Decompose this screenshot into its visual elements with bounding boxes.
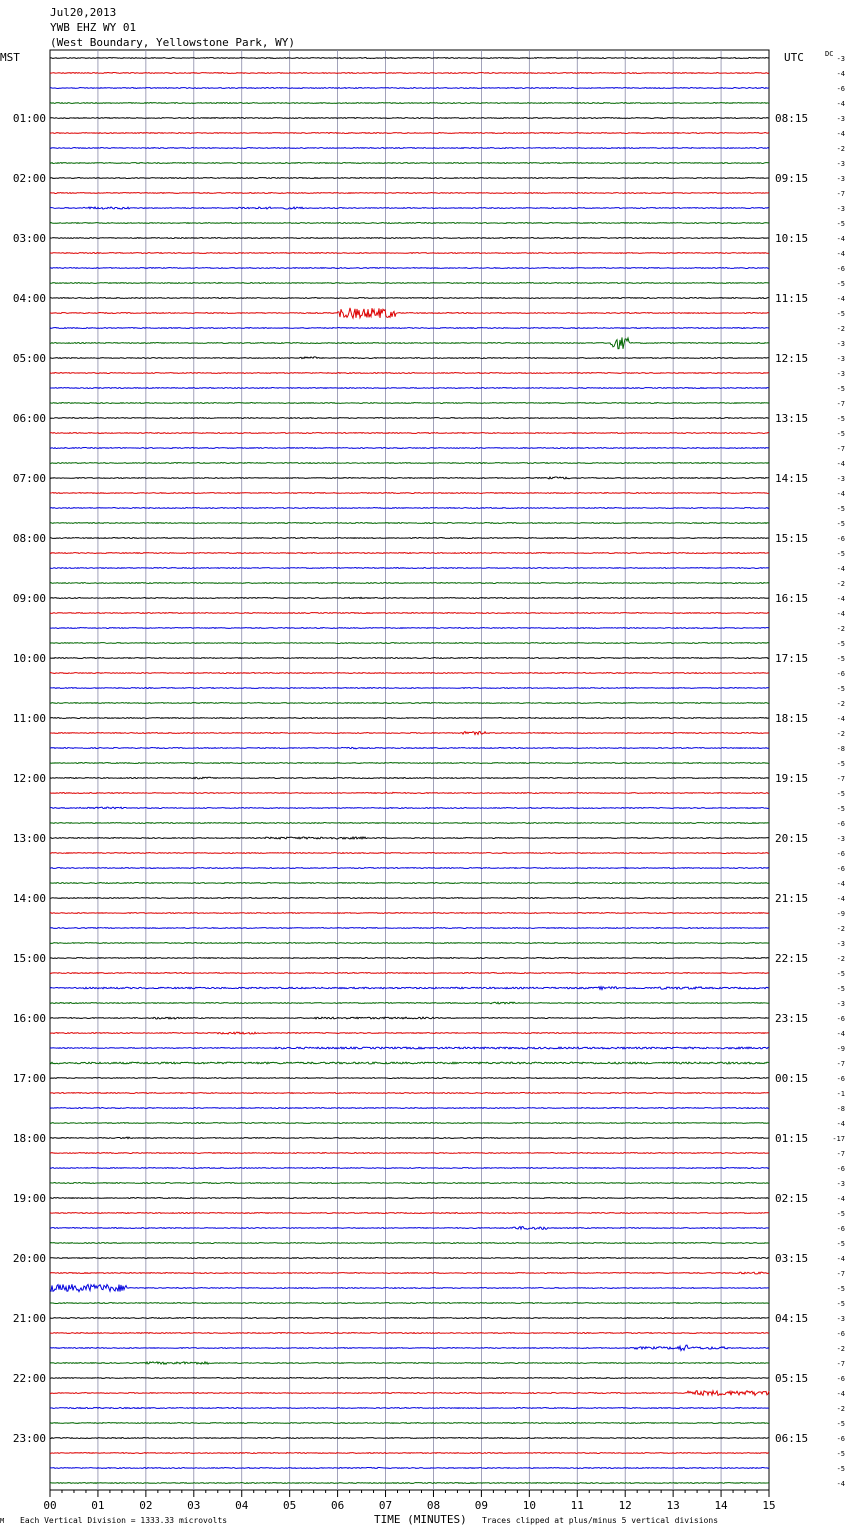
x-tick-label: 03: [187, 1499, 201, 1512]
dc-offset-label: -3: [836, 1315, 845, 1323]
x-tick-label: 00: [43, 1499, 57, 1512]
dc-offset-label: -4: [836, 1390, 845, 1398]
dc-offset-label: -5: [836, 385, 845, 393]
dc-offset-label: -4: [836, 490, 845, 498]
mst-hour-label: 23:00: [12, 1432, 46, 1445]
dc-offset-label: -8: [836, 745, 845, 753]
dc-offset-label: -3: [836, 55, 845, 63]
dc-offset-label: -3: [836, 370, 845, 378]
dc-offset-label: -4: [836, 295, 845, 303]
dc-offset-label: -2: [836, 325, 845, 333]
dc-offset-label: -4: [836, 1255, 845, 1263]
dc-offset-label: -1: [836, 1090, 845, 1098]
mst-hour-label: 20:00: [12, 1252, 46, 1265]
dc-offset-label: -4: [836, 880, 845, 888]
trace-24: [50, 418, 769, 419]
utc-hour-label: 04:15: [775, 1312, 809, 1325]
dc-offset-label: -4: [836, 235, 845, 243]
trace-74: [50, 1168, 769, 1169]
dc-offset-label: -6: [836, 1330, 845, 1338]
utc-hour-label: 06:15: [775, 1432, 809, 1445]
mst-hour-label: 19:00: [12, 1192, 46, 1205]
dc-offset-label: -6: [836, 1075, 845, 1083]
dc-offset-label: -3: [836, 205, 845, 213]
utc-hour-label: 15:15: [775, 532, 809, 545]
dc-offset-label: -5: [836, 655, 845, 663]
dc-offset-label: -7: [836, 775, 845, 783]
x-tick-label: 11: [570, 1499, 584, 1512]
mst-hour-label: 18:00: [12, 1132, 46, 1145]
dc-offset-label: -4: [836, 1195, 845, 1203]
dc-offset-label: -5: [836, 1285, 845, 1293]
dc-offset-label: -5: [836, 1465, 845, 1473]
dc-offset-label: -6: [836, 1165, 845, 1173]
dc-offset-label: -3: [836, 940, 845, 948]
dc-offset-label: -5: [836, 790, 845, 798]
dc-offset-label: -6: [836, 850, 845, 858]
dc-offset-label: -7: [836, 190, 845, 198]
dc-offset-label: -5: [836, 1420, 845, 1428]
dc-offset-label: -5: [836, 505, 845, 513]
mst-hour-label: 21:00: [12, 1312, 46, 1325]
dc-offset-label: -4: [836, 1030, 845, 1038]
dc-offset-label: -6: [836, 820, 845, 828]
dc-offset-label: -4: [836, 250, 845, 258]
dc-offset-label: -5: [836, 430, 845, 438]
mst-hour-label: 15:00: [12, 952, 46, 965]
dc-offset-label: -2: [836, 730, 845, 738]
dc-offset-label: -2: [836, 700, 845, 708]
dc-offset-label: -6: [836, 670, 845, 678]
x-axis-label: TIME (MINUTES): [374, 1513, 467, 1526]
utc-hour-label: 14:15: [775, 472, 809, 485]
dc-offset-label: -5: [836, 1210, 845, 1218]
footer-scale-note: Each Vertical Division = 1333.33 microvolts: [20, 1516, 228, 1525]
mst-hour-label: 05:00: [12, 352, 46, 365]
dc-offset-label: -3: [836, 1180, 845, 1188]
x-tick-label: 07: [378, 1499, 393, 1512]
utc-hour-label: 09:15: [775, 172, 809, 185]
trace-38: [50, 628, 769, 629]
dc-offset-label: -4: [836, 715, 845, 723]
trace-59: [50, 943, 769, 944]
dc-offset-label: -3: [836, 1000, 845, 1008]
utc-hour-label: 02:15: [775, 1192, 809, 1205]
trace-27: [50, 463, 769, 464]
right-axis-title: UTC: [784, 51, 804, 64]
dc-offset-label: -6: [836, 865, 845, 873]
mst-hour-label: 08:00: [12, 532, 46, 545]
dc-offset-label: -8: [836, 1105, 845, 1113]
utc-hour-label: 00:15: [775, 1072, 809, 1085]
x-tick-label: 13: [666, 1499, 680, 1512]
utc-hour-label: 19:15: [775, 772, 809, 785]
dc-offset-label: -7: [836, 1270, 845, 1278]
mst-hour-label: 10:00: [12, 652, 46, 665]
x-tick-label: 15: [762, 1499, 776, 1512]
dc-offset-label: -3: [836, 115, 845, 123]
dc-offset-label: -4: [836, 460, 845, 468]
dc-offset-label: -2: [836, 925, 845, 933]
dc-offset-label: -4: [836, 130, 845, 138]
dc-offset-label: -7: [836, 1150, 845, 1158]
dc-offset-label: -9: [836, 910, 845, 918]
dc-offset-label: -7: [836, 1360, 845, 1368]
utc-hour-label: 17:15: [775, 652, 809, 665]
dc-offset-label: -2: [836, 955, 845, 963]
dc-offset-label: -3: [836, 160, 845, 168]
dc-offset-label: -7: [836, 1060, 845, 1068]
dc-offset-label: -5: [836, 685, 845, 693]
utc-hour-label: 13:15: [775, 412, 809, 425]
dc-offset-label: -5: [836, 640, 845, 648]
dc-offset-label: -5: [836, 985, 845, 993]
dc-offset-label: -4: [836, 1120, 845, 1128]
dc-offset-label: -6: [836, 535, 845, 543]
dc-offset-label: -4: [836, 100, 845, 108]
x-tick-label: 05: [283, 1499, 297, 1512]
mst-hour-label: 22:00: [12, 1372, 46, 1385]
dc-offset-label: -9: [836, 1045, 845, 1053]
dc-offset-label: -6: [836, 265, 845, 273]
dc-offset-label: -5: [836, 220, 845, 228]
dc-offset-label: -5: [836, 970, 845, 978]
dc-offset-label: -4: [836, 1480, 845, 1488]
dc-offset-label: -6: [836, 1375, 845, 1383]
header-location: (West Boundary, Yellowstone Park, WY): [50, 36, 296, 49]
dc-offset-label: -6: [836, 1435, 845, 1443]
dc-offset-label: -7: [836, 445, 845, 453]
utc-hour-label: 18:15: [775, 712, 809, 725]
footer-corner-mark: M: [0, 1517, 5, 1525]
dc-offset-label: -5: [836, 550, 845, 558]
utc-hour-label: 16:15: [775, 592, 809, 605]
dc-offset-label: -3: [836, 175, 845, 183]
dc-offset-label: -3: [836, 835, 845, 843]
dc-offset-label: -4: [836, 70, 845, 78]
mst-hour-label: 16:00: [12, 1012, 46, 1025]
trace-30: [50, 508, 769, 509]
mst-hour-label: 11:00: [12, 712, 46, 725]
dc-offset-label: -2: [836, 1405, 845, 1413]
mst-hour-label: 03:00: [12, 232, 46, 245]
mst-hour-label: 04:00: [12, 292, 46, 305]
mst-hour-label: 14:00: [12, 892, 46, 905]
dc-header-label: DC: [825, 50, 834, 58]
dc-offset-label: -7: [836, 400, 845, 408]
x-tick-label: 04: [235, 1499, 249, 1512]
left-axis-title: MST: [0, 51, 20, 64]
utc-hour-label: 22:15: [775, 952, 809, 965]
dc-offset-label: -2: [836, 1345, 845, 1353]
dc-offset-label: -6: [836, 1225, 845, 1233]
trace-80: [50, 1258, 769, 1259]
dc-offset-label: -4: [836, 610, 845, 618]
dc-offset-label: -5: [836, 1240, 845, 1248]
trace-5: [50, 133, 769, 134]
trace-23: [50, 403, 769, 404]
mst-hour-label: 06:00: [12, 412, 46, 425]
x-tick-label: 14: [714, 1499, 728, 1512]
utc-hour-label: 01:15: [775, 1132, 809, 1145]
dc-offset-label: -5: [836, 415, 845, 423]
utc-hour-label: 08:15: [775, 112, 809, 125]
dc-offset-label: -5: [836, 805, 845, 813]
utc-hour-label: 21:15: [775, 892, 809, 905]
dc-offset-label: -3: [836, 355, 845, 363]
dc-offset-label: -5: [836, 1450, 845, 1458]
x-tick-label: 02: [139, 1499, 153, 1512]
dc-offset-label: -2: [836, 625, 845, 633]
utc-hour-label: 05:15: [775, 1372, 809, 1385]
mst-hour-label: 13:00: [12, 832, 46, 845]
dc-offset-label: -6: [836, 1015, 845, 1023]
utc-hour-label: 10:15: [775, 232, 809, 245]
footer-clip-note: Traces clipped at plus/minus 5 vertical divisions: [482, 1516, 719, 1525]
trace-1: [50, 73, 769, 74]
dc-offset-label: -3: [836, 340, 845, 348]
mst-hour-label: 01:00: [12, 112, 46, 125]
x-tick-label: 09: [474, 1499, 489, 1512]
dc-offset-label: -5: [836, 310, 845, 318]
dc-offset-label: -5: [836, 280, 845, 288]
dc-offset-label: -5: [836, 1300, 845, 1308]
utc-hour-label: 12:15: [775, 352, 809, 365]
dc-offset-label: -4: [836, 895, 845, 903]
mst-hour-label: 02:00: [12, 172, 46, 185]
utc-hour-label: 20:15: [775, 832, 809, 845]
trace-25: [50, 433, 769, 434]
utc-hour-label: 23:15: [775, 1012, 809, 1025]
trace-44: [50, 718, 769, 719]
dc-offset-label: -3: [836, 475, 845, 483]
x-tick-label: 08: [426, 1499, 441, 1512]
dc-offset-label: -5: [836, 760, 845, 768]
dc-offset-label: -4: [836, 595, 845, 603]
x-tick-label: 01: [91, 1499, 105, 1512]
header-station: YWB EHZ WY 01: [50, 21, 137, 34]
x-tick-label: 12: [618, 1499, 632, 1512]
utc-hour-label: 03:15: [775, 1252, 809, 1265]
mst-hour-label: 09:00: [12, 592, 46, 605]
mst-hour-label: 17:00: [12, 1072, 46, 1085]
mst-hour-label: 07:00: [12, 472, 46, 485]
utc-hour-label: 11:15: [775, 292, 809, 305]
x-tick-label: 10: [522, 1499, 536, 1512]
dc-offset-label: -2: [836, 145, 845, 153]
header-date: Jul20,2013: [50, 6, 117, 19]
dc-offset-label: -17: [832, 1135, 845, 1143]
dc-offset-label: -5: [836, 520, 845, 528]
x-tick-label: 06: [330, 1499, 345, 1512]
dc-offset-label: -2: [836, 580, 845, 588]
dc-offset-label: -6: [836, 85, 845, 93]
dc-offset-label: -4: [836, 565, 845, 573]
mst-hour-label: 12:00: [12, 772, 46, 785]
